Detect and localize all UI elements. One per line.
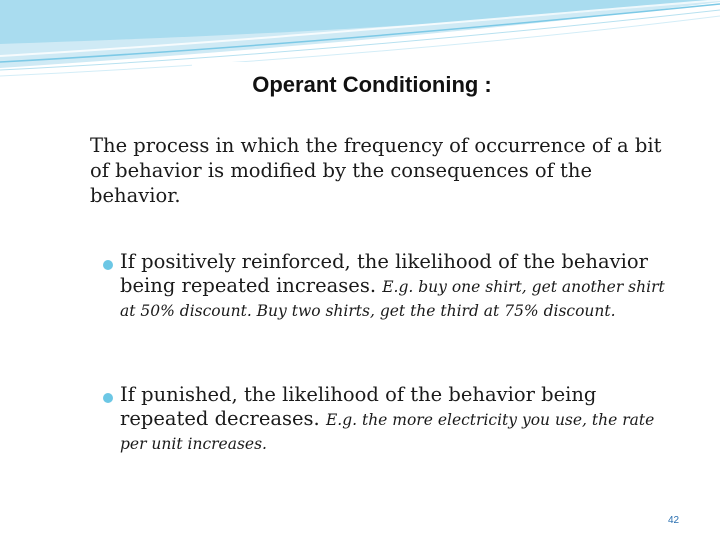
bullet-statement: If positively reinforced, the likelihood of the behavior being repeated increases.: [120, 250, 648, 297]
bullet-text: [120, 383, 683, 454]
slide-title: Operant Conditioning :: [252, 72, 492, 97]
page-number: 42: [668, 515, 680, 526]
bullet-dot-icon: [103, 260, 113, 270]
bullet-text: [120, 250, 683, 321]
bullet-example: E.g. buy one shirt, get another shirt at 50% discount. Buy two shirts, get the third at 75% discount.: [120, 277, 665, 320]
title-box: [192, 62, 552, 114]
bullet-item-reinforcement: [103, 250, 683, 321]
bullet-example: E.g. the more electricity you use, the rate per unit increases.: [120, 410, 655, 453]
intro-paragraph: The process in which the frequency of occurrence of a bit of behavior is modified by the consequences of the behavior.: [90, 134, 662, 207]
bullet-item-punishment: [103, 383, 683, 454]
bullet-statement: If punished, the likelihood of the behavior being repeated decreases.: [120, 383, 597, 430]
bullet-dot-icon: [103, 393, 113, 403]
